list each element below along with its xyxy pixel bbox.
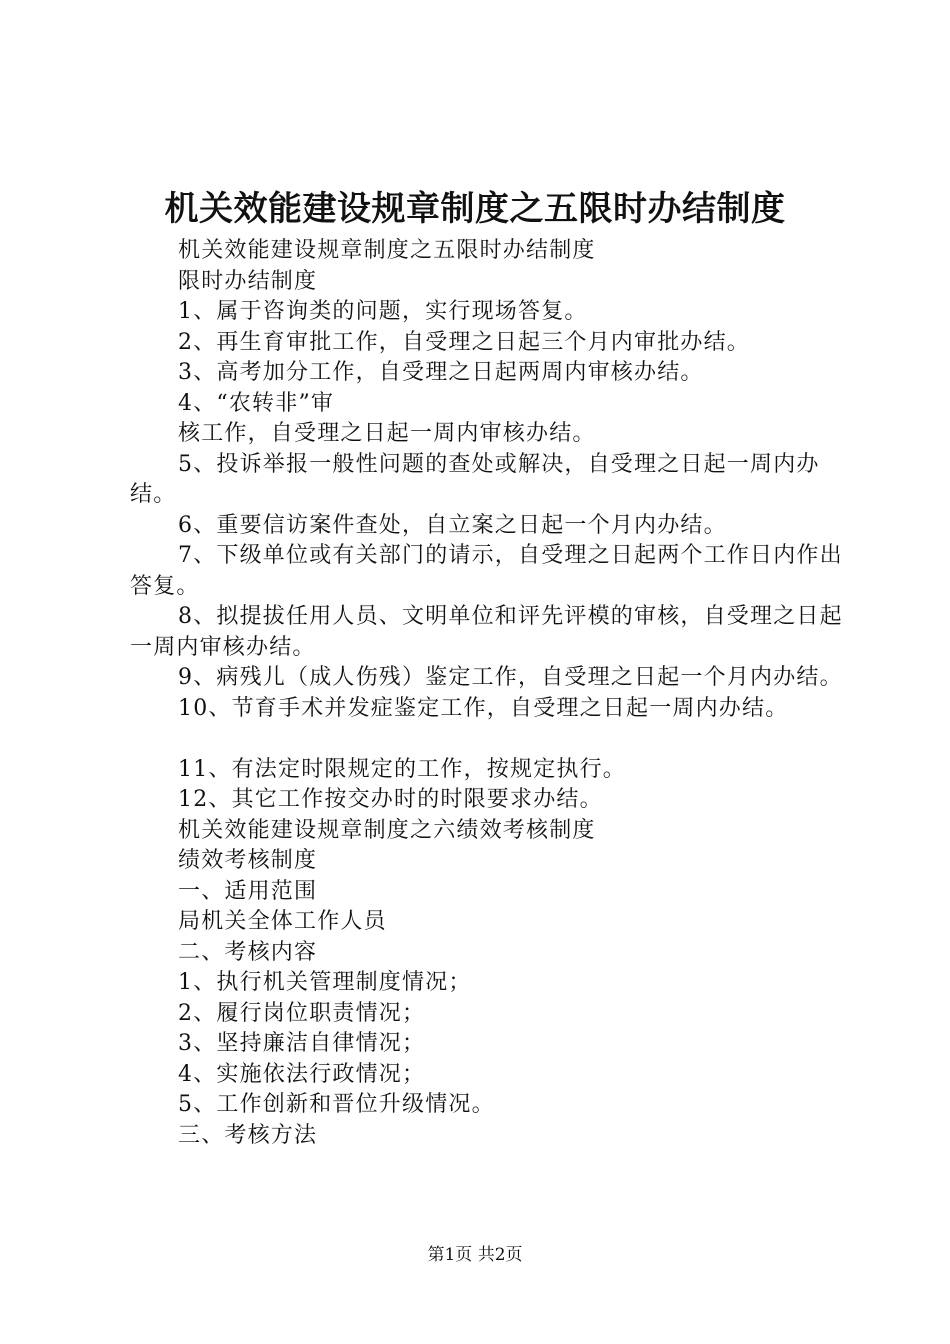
paragraph: 8、拟提拔任用人员、文明单位和评先评模的审核，自受理之日起一周内审核办结。 bbox=[130, 604, 843, 660]
paragraph: 一、适用范围 bbox=[178, 878, 318, 904]
paragraph: 3、坚持廉洁自律情况； bbox=[178, 1031, 426, 1056]
paragraph: 机关效能建设规章制度之五限时办结制度 bbox=[178, 238, 596, 263]
blank-line bbox=[130, 724, 850, 755]
paragraph: 2、履行岗位职责情况； bbox=[178, 1000, 426, 1026]
paragraph: 6、重要信访案件查处，自立案之日起一个月内办结。 bbox=[178, 512, 727, 538]
paragraph: 5、投诉举报一般性问题的查处或解决，自受理之日起一周内办结。 bbox=[130, 451, 820, 507]
paragraph: 4、实施依法行政情况； bbox=[178, 1061, 426, 1087]
paragraph: 5、工作创新和晋位升级情况。 bbox=[178, 1092, 495, 1117]
paragraph: 局机关全体工作人员 bbox=[178, 909, 387, 934]
document-title: 机关效能建设规章制度之五限时办结制度 bbox=[164, 189, 786, 229]
paragraph: 机关效能建设规章制度之六绩效考核制度 bbox=[178, 817, 596, 843]
document-body bbox=[130, 236, 850, 1151]
paragraph: 限时办结制度 bbox=[178, 268, 318, 294]
paragraph: 1、执行机关管理制度情况； bbox=[178, 970, 472, 995]
paragraph: 12、其它工作按交办时的时限要求办结。 bbox=[178, 787, 603, 812]
paragraph: 9、病残儿（成人伤残）鉴定工作，自受理之日起一个月内办结。 bbox=[178, 665, 843, 690]
paragraph: 3、高考加分工作，自受理之日起两周内审核办结。 bbox=[178, 360, 704, 385]
paragraph: 绩效考核制度 bbox=[178, 848, 318, 873]
paragraph: 7、下级单位或有关部门的请示，自受理之日起两个工作日内作出答复。 bbox=[130, 543, 843, 599]
paragraph: 核工作，自受理之日起一周内审核办结。 bbox=[178, 421, 596, 446]
page-indicator: 第1页 共2页 bbox=[427, 1245, 523, 1265]
paragraph: 1、属于咨询类的问题，实行现场答复。 bbox=[178, 299, 588, 324]
paragraph: 二、考核内容 bbox=[178, 939, 318, 965]
paragraph: 4、“农转非”审 bbox=[178, 390, 335, 416]
paragraph: 11、有法定时限规定的工作，按规定执行。 bbox=[178, 756, 626, 782]
paragraph: 10、节育手术并发症鉴定工作，自受理之日起一周内办结。 bbox=[178, 695, 789, 721]
paragraph: 2、再生育审批工作，自受理之日起三个月内审批办结。 bbox=[178, 329, 750, 355]
paragraph: 三、考核方法 bbox=[178, 1122, 318, 1148]
